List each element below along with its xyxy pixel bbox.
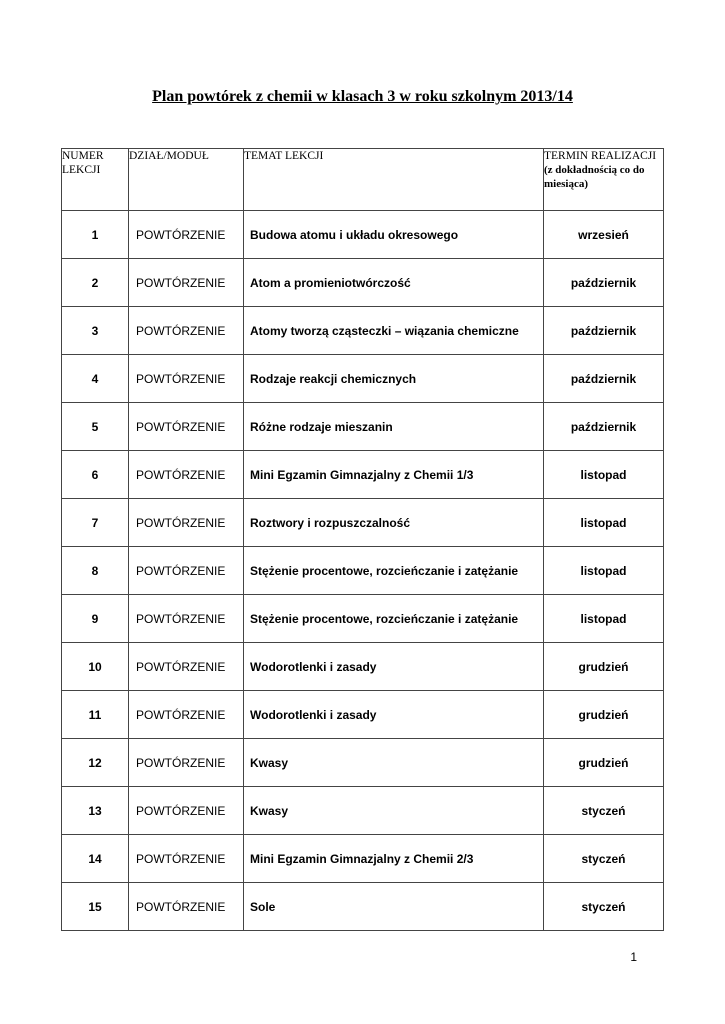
cell-number: 4 [62, 355, 129, 403]
header-term-label: TERMIN REALIZACJI [544, 150, 657, 162]
table-row [62, 691, 664, 739]
lesson-plan-table [61, 148, 664, 931]
table-row [62, 259, 664, 307]
cell-topic: Rodzaje reakcji chemicznych [244, 355, 544, 403]
cell-term: grudzień [544, 643, 664, 691]
cell-term: grudzień [544, 739, 664, 787]
table-row [62, 883, 664, 931]
cell-term: listopad [544, 547, 664, 595]
cell-module: POWTÓRZENIE [129, 691, 244, 739]
cell-term: listopad [544, 499, 664, 547]
cell-term: listopad [544, 451, 664, 499]
cell-topic: Sole [244, 883, 544, 931]
cell-module: POWTÓRZENIE [129, 451, 244, 499]
cell-term: październik [544, 403, 664, 451]
table-row [62, 787, 664, 835]
cell-topic: Atomy tworzą cząsteczki – wiązania chemiczne [244, 307, 544, 355]
table-row [62, 835, 664, 883]
cell-term: styczeń [544, 883, 664, 931]
cell-topic: Mini Egzamin Gimnazjalny z Chemii 2/3 [244, 835, 544, 883]
cell-topic: Kwasy [244, 787, 544, 835]
cell-topic: Wodorotlenki i zasady [244, 643, 544, 691]
header-term-note: (z dokładnością co do miesiąca) [544, 164, 645, 190]
cell-module: POWTÓRZENIE [129, 835, 244, 883]
table-row [62, 451, 664, 499]
cell-term: listopad [544, 595, 664, 643]
header-topic: TEMAT LEKCJI [244, 149, 544, 211]
cell-topic: Wodorotlenki i zasady [244, 691, 544, 739]
cell-number: 10 [62, 643, 129, 691]
cell-module: POWTÓRZENIE [129, 787, 244, 835]
page-number: 1 [630, 950, 637, 964]
table-row [62, 739, 664, 787]
cell-number: 1 [62, 211, 129, 259]
page-title: Plan powtórek z chemii w klasach 3 w roku szkolnym 2013/14 [152, 88, 573, 105]
cell-number: 2 [62, 259, 129, 307]
table-row [62, 643, 664, 691]
cell-topic: Roztwory i rozpuszczalność [244, 499, 544, 547]
cell-number: 9 [62, 595, 129, 643]
cell-number: 13 [62, 787, 129, 835]
cell-number: 14 [62, 835, 129, 883]
table-row [62, 355, 664, 403]
table-row [62, 307, 664, 355]
cell-number: 5 [62, 403, 129, 451]
cell-term: październik [544, 355, 664, 403]
cell-module: POWTÓRZENIE [129, 211, 244, 259]
table-row [62, 547, 664, 595]
cell-module: POWTÓRZENIE [129, 355, 244, 403]
table-row [62, 211, 664, 259]
header-term [544, 149, 664, 211]
cell-topic: Różne rodzaje mieszanin [244, 403, 544, 451]
cell-module: POWTÓRZENIE [129, 547, 244, 595]
cell-number: 3 [62, 307, 129, 355]
cell-module: POWTÓRZENIE [129, 595, 244, 643]
header-module: DZIAŁ/MODUŁ [129, 149, 244, 211]
cell-module: POWTÓRZENIE [129, 643, 244, 691]
cell-module: POWTÓRZENIE [129, 307, 244, 355]
cell-topic: Budowa atomu i układu okresowego [244, 211, 544, 259]
table-row [62, 403, 664, 451]
cell-number: 12 [62, 739, 129, 787]
cell-module: POWTÓRZENIE [129, 499, 244, 547]
cell-module: POWTÓRZENIE [129, 403, 244, 451]
cell-topic: Mini Egzamin Gimnazjalny z Chemii 1/3 [244, 451, 544, 499]
cell-topic: Stężenie procentowe, rozcieńczanie i zatężanie [244, 595, 544, 643]
cell-number: 6 [62, 451, 129, 499]
cell-term: styczeń [544, 787, 664, 835]
cell-term: grudzień [544, 691, 664, 739]
header-number: NUMER LEKCJI [62, 149, 129, 211]
cell-topic: Stężenie procentowe, rozcieńczanie i zatężanie [244, 547, 544, 595]
cell-number: 8 [62, 547, 129, 595]
cell-term: wrzesień [544, 211, 664, 259]
table-row [62, 595, 664, 643]
table-row [62, 499, 664, 547]
cell-module: POWTÓRZENIE [129, 259, 244, 307]
cell-number: 11 [62, 691, 129, 739]
cell-module: POWTÓRZENIE [129, 739, 244, 787]
cell-number: 7 [62, 499, 129, 547]
cell-topic: Kwasy [244, 739, 544, 787]
cell-term: styczeń [544, 835, 664, 883]
cell-module: POWTÓRZENIE [129, 883, 244, 931]
cell-number: 15 [62, 883, 129, 931]
cell-term: październik [544, 307, 664, 355]
cell-topic: Atom a promieniotwórczość [244, 259, 544, 307]
cell-term: październik [544, 259, 664, 307]
table-header-row [62, 149, 664, 211]
